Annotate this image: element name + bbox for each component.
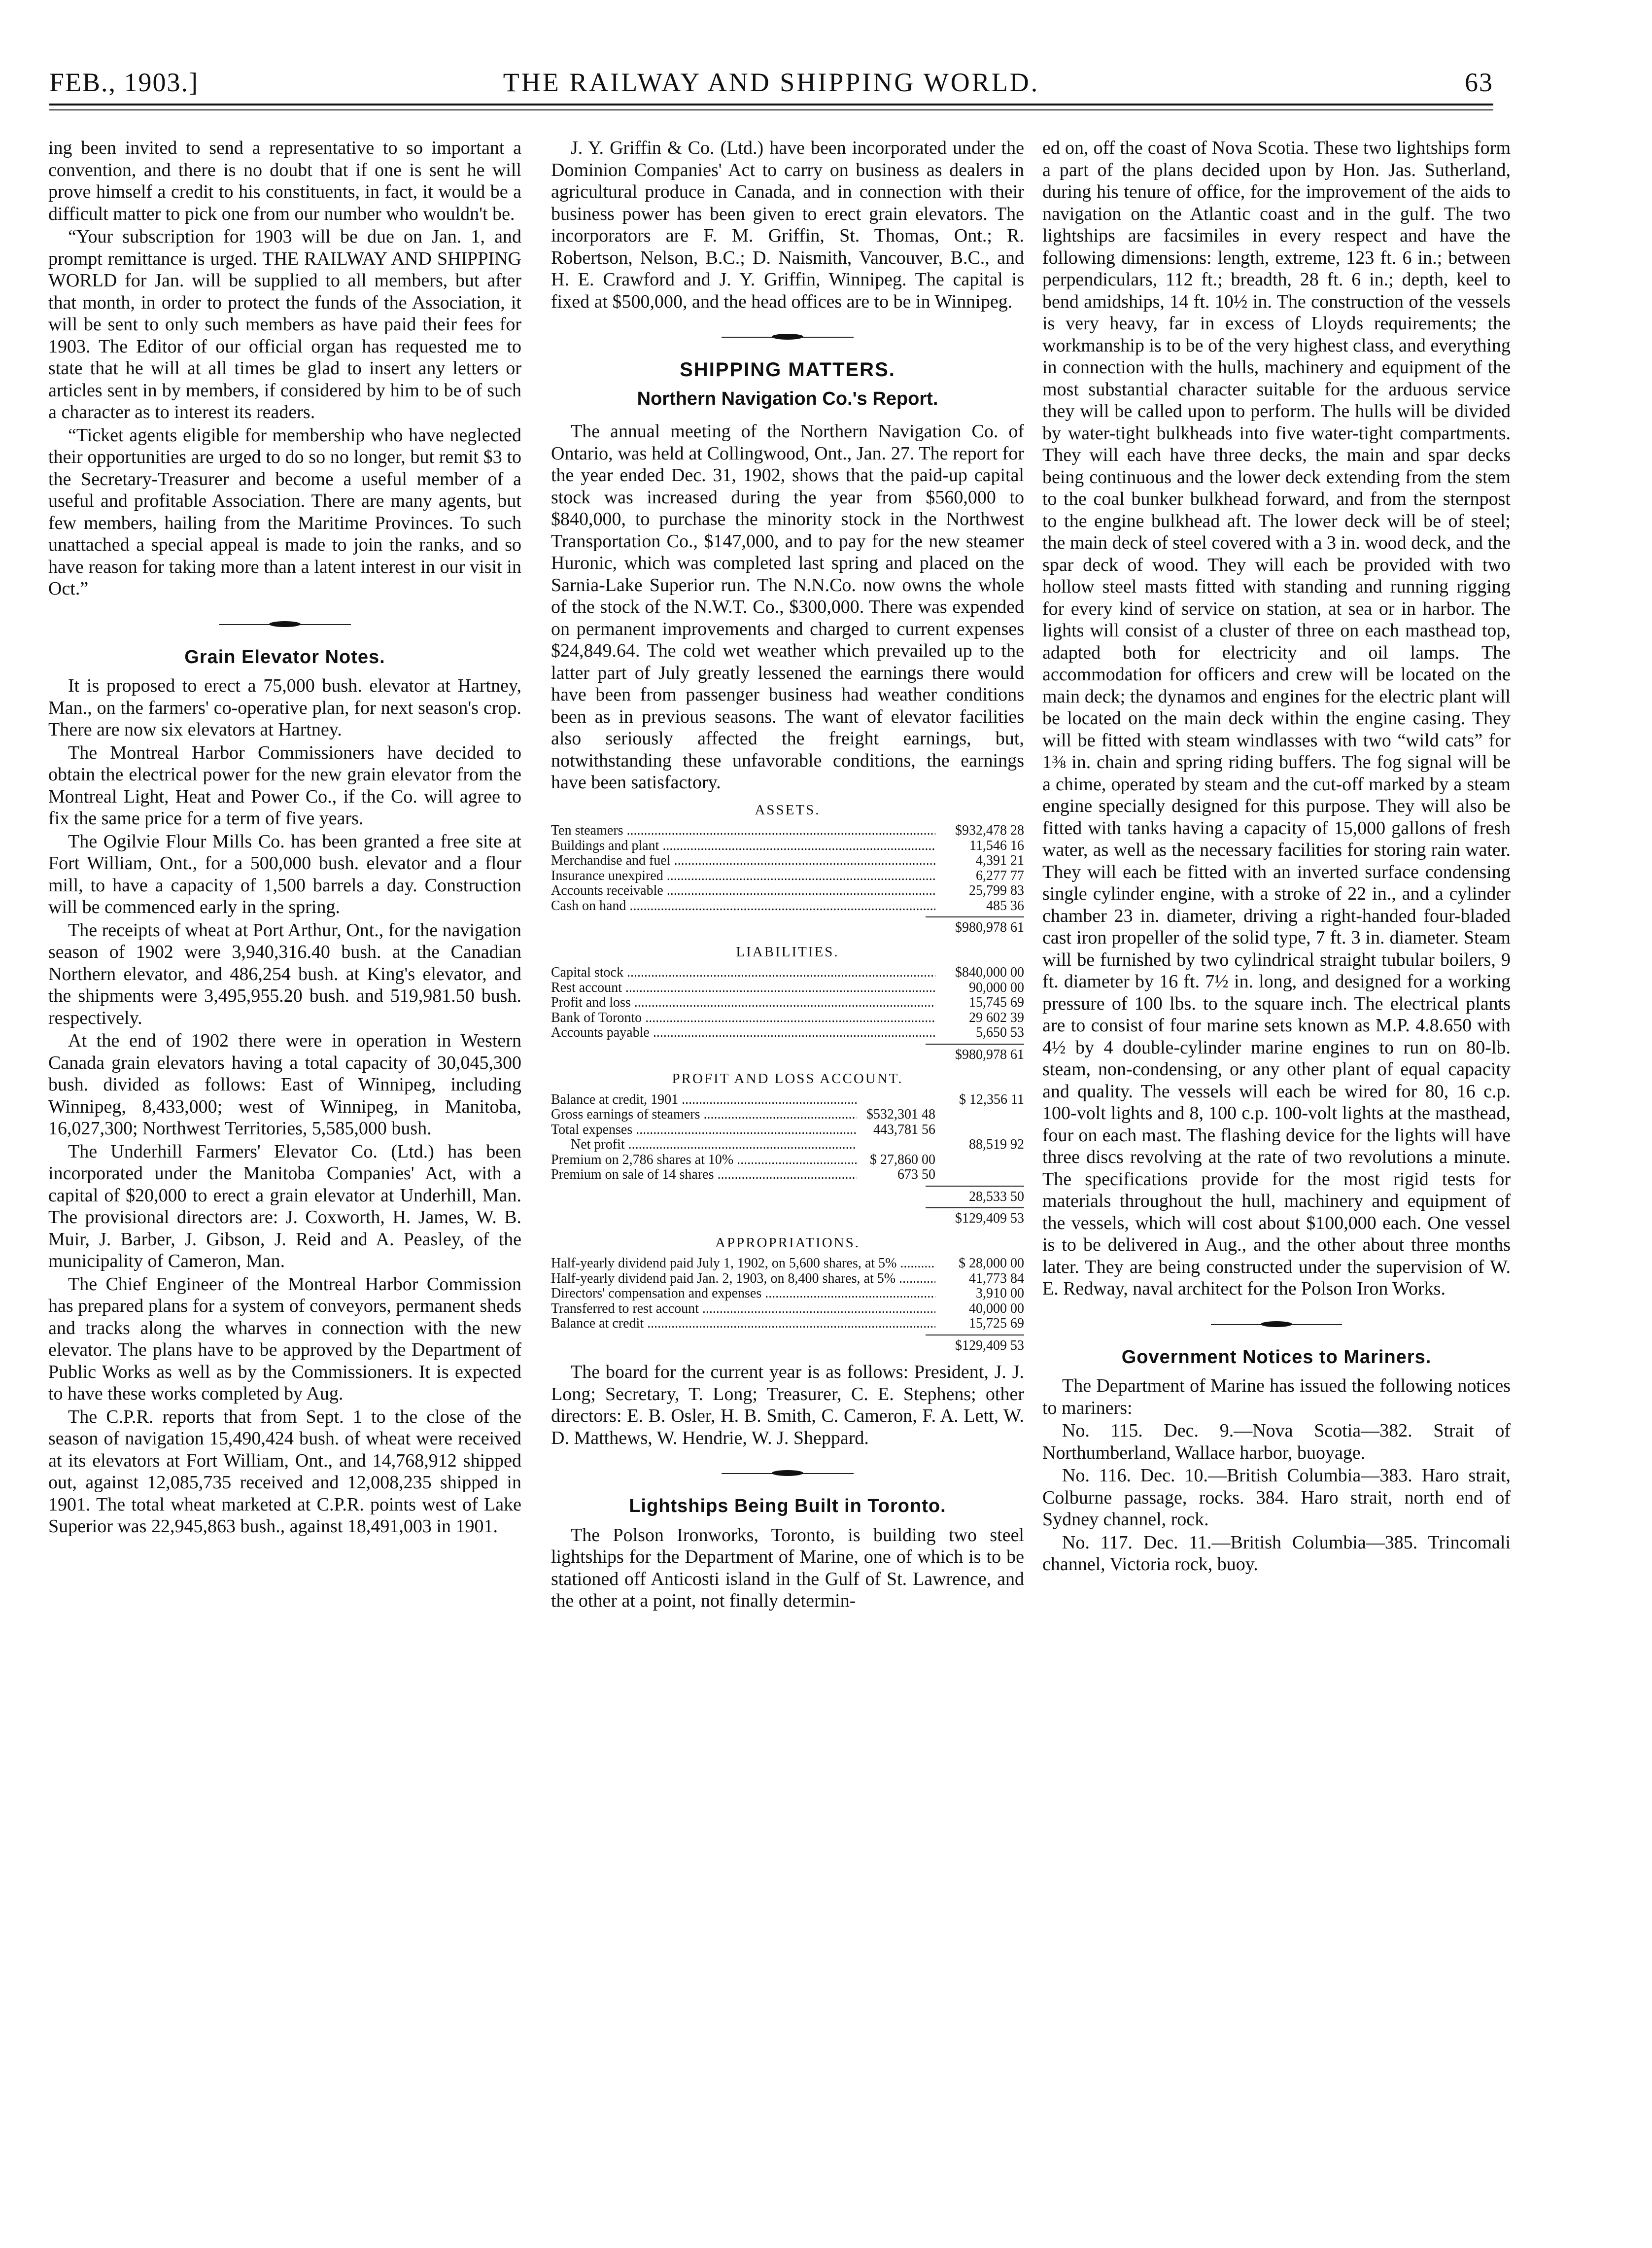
page-number: 63 — [1465, 68, 1493, 97]
appropriations-row: Half-yearly dividend paid Jan. 2, 1903, on 8,400 shares, at 5% ..... 41,773 84 — [551, 1271, 1024, 1287]
header-rule-thin — [49, 109, 1493, 110]
notices-intro: The Department of Marine has issued the following notices to mariners: — [1042, 1375, 1511, 1418]
notices-heading: Government Notices to Mariners. — [1121, 1346, 1432, 1368]
section-ornament — [551, 326, 1024, 348]
column-1 — [48, 137, 521, 1539]
grain-note: The receipts of wheat at Port Arthur, Ont., for the navigation season of 1902 were 3,940,316.40 bush. at the Canadian Northern elevator, and 486,254 bush. at King's elevator, and the shipments were 3,495,955.20 bush. and 519,981.50 bush. respectively. — [48, 919, 521, 1028]
grain-note: The Montreal Harbor Commissioners have decided to obtain the electrical power for the new grain elevator from the Montreal Light, Heat and Power Co., if the Co. will agree to fix the same price for a term of five years. — [48, 742, 521, 829]
liabilities-row: Capital stock ..... $840,000 00 — [551, 965, 1024, 981]
lightships-paragraph: The Polson Ironworks, Toronto, is building two steel lightships for the Department of Marine, one of which is to be stationed off Anticosti island in the Gulf of St. Lawrence, and the other at a point, not finally determin- — [551, 1524, 1024, 1611]
assets-row: Cash on hand ..... 485 36 — [551, 899, 1024, 914]
convention-paragraph: ing been invited to send a representative to so important a convention, and there is no doubt that if one is sent he will prove himself a credit to his constituents, in fact, it would be a difficult matter to pick one from our number who wouldn't be. — [48, 138, 521, 224]
appropriations-heading: APPROPRIATIONS. — [715, 1234, 860, 1251]
profit-loss-row: Net profit ..... 88,519 92 — [551, 1137, 1024, 1153]
board-paragraph: The board for the current year is as follows: President, J. J. Long; Secretary, T. Long; Treasurer, C. E. Stephens; other directors: E. B. Osler, H. B. Smith, C. Cameron, F. A. Lett, W. D. Matthews, W. Hendrie, W. J. Sheppard. — [551, 1362, 1024, 1448]
profit-loss-total: $129,409 53 — [551, 1207, 1024, 1227]
notice-item: No. 116. Dec. 10.—British Columbia—383. Haro strait, Colburne passage, rocks. 384. Haro strait, north end of Sydney channel, rock. — [1042, 1465, 1511, 1530]
appropriations-row: Directors' compensation and expenses ..... 3,910 00 — [551, 1286, 1024, 1301]
profit-loss-heading: PROFIT AND LOSS ACCOUNT. — [672, 1071, 903, 1087]
section-ornament — [551, 1463, 1024, 1484]
appropriations-row: Half-yearly dividend paid July 1, 1902, on 5,600 shares, at 5% ..... $ 28,000 00 — [551, 1256, 1024, 1271]
subscription-paragraph: “Your subscription for 1903 will be due on Jan. 1, and prompt remittance is urged. THE RAILWAY AND SHIPPING WORLD for Jan. will be supplied to all members, but after that month, in order to protect the funds of the Association, it will be sent to only such members as have paid their fees for 1903. The Editor of our official organ has requested me to state that he will at all times be glad to insert any letters or articles sent in by members, if considered by him to be of such a character as to interest its readers. — [48, 226, 521, 422]
liabilities-total: $980,978 61 — [551, 1044, 1024, 1063]
liabilities-heading: LIABILITIES. — [736, 944, 839, 960]
liabilities-row: Accounts payable ..... 5,650 53 — [551, 1025, 1024, 1041]
lightships-heading: Lightships Being Built in Toronto. — [629, 1496, 946, 1516]
profit-loss-row: Gross earnings of steamers ..... $532,301 48 — [551, 1107, 1024, 1123]
assets-row: Merchandise and fuel ..... 4,391 21 — [551, 853, 1024, 869]
lightships-continued-paragraph: ed on, off the coast of Nova Scotia. These two lightships form a part of the plans decided upon by Hon. Jas. Sutherland, during his tenure of office, for the improvement of the aids to navigation on the Atlantic coast and in the gulf. The two lightships are facsimiles in every respect and have the following dimensions: length, extreme, 123 ft. 6 in.; between perpendiculars, 112 ft.; breadth, 28 ft. 6 in.; depth, keel to bend amidships, 14 ft. 10½ in. The construction of the vessels is very heavy, far in excess of Lloyds requirements; the workmanship is to be of the very highest class, and everything in connection with the hulls, machinery and equipment of the most substantial character suitable for the arduous service they will be called upon to perform. The hulls will be divided by water-tight bulkheads into five water-tight compartments. They will each have three decks, the main and spar decks being continuous and the lower deck extending from the stem to the coal bunker bulkhead forward, and from the sternpost to the engine bulkhead aft. The lower deck will be of steel; the main deck of steel covered with a 3 in. wood deck, and the spar deck of wood. They will each be provided with two hollow steel masts fitted with standing and running rigging for every kind of service on station, at sea or in harbor. The lights will consist of a cluster of three on each masthead top, adapted both for electricity and oil lamps. The accommodation for officers and crew will be located on the main deck; the dynamos and engines for the electric plant will be located on the main deck within the engine casing. They will be fitted with steam windlasses with two “wild cats” for 1⅜ in. chain and spring riding buffers. The fog signal will be a chime, operated by steam and the cut-off marked by a steam engine specially designed for this purpose. They will also be fitted with tanks having a capacity of 15,000 gallons of fresh water, as well as the necessary facilities for storing rain water. They will each be fitted with an inverted surface condensing single cylinder engine, with a stroke of 22 in., and a cylinder chamber 23 in. diameter, driving a right-handed four-bladed cast iron propeller of the solid type, 7 ft. 3 in. diameter. Steam will be furnished by two cylindrical straight tubular boilers, 9 ft. diameter by 16 ft. 7½ in. long, and designed for a working pressure of 100 lbs. to the square inch. The electrical plants are to consist of four marine sets known as M.P. 4.8.650 with 4½ by 4 double-cylinder marine engines to run on 80-lb. steam, non-condensing, or any other plant of equal capacity and quality. The vessels will each be wired for 80, 16 c.p. 100-volt lights and 8, 100 c.p. 100-volt lights at the masthead, four on each mast. The flashing device for the lights will have three discs revolving at the rate of two revolutions a minute. The specifications provide for the most rigid tests for materials throughout the hull, machinery and equipment of the vessels, which will cost about $100,000 each. One vessel is to be delivered in Aug., and the other about three months later. They are being constructed under the supervision of W. E. Redway, naval architect for the Polson Iron Works. — [1042, 138, 1511, 1299]
grain-note: The Chief Engineer of the Montreal Harbor Commission has prepared plans for a system of conveyors, permanent sheds and tracks along the wharves in connection with the new elevator. The plans have to be approved by the Department of Public Works as well as by the Commissioners. It is expected to have these works completed by Aug. — [48, 1273, 521, 1404]
profit-loss-row: Premium on sale of 14 shares ..... 673 50 — [551, 1167, 1024, 1183]
profit-loss-row: Balance at credit, 1901 ..... $ 12,356 11 — [551, 1092, 1024, 1108]
page-header — [49, 58, 1493, 112]
grain-note: The Ogilvie Flour Mills Co. has been granted a free site at Fort William, Ont., for a 500,000 bush. elevator and a flour mill, to have a capacity of 1,500 barrels a day. Construction will be commenced early in the spring. — [48, 831, 521, 917]
column-2 — [551, 137, 1024, 1613]
issue-date: FEB., 1903.] — [49, 68, 199, 97]
premium-total: 28,533 50 — [551, 1186, 1024, 1205]
publication-title: THE RAILWAY AND SHIPPING WORLD. — [503, 68, 1040, 97]
liabilities-row: Rest account ..... 90,000 00 — [551, 981, 1024, 996]
assets-row: Ten steamers ..... $932,478 28 — [551, 823, 1024, 839]
liabilities-row: Bank of Toronto ..... 29 602 39 — [551, 1011, 1024, 1026]
notice-item: No. 117. Dec. 11.—British Columbia—385. Trincomali channel, Victoria rock, buoy. — [1042, 1532, 1511, 1575]
appropriations-total: $129,409 53 — [551, 1335, 1024, 1354]
notice-item: No. 115. Dec. 9.—Nova Scotia—382. Strait of Northumberland, Wallace harbor, buoyage. — [1042, 1420, 1511, 1463]
grain-note: It is proposed to erect a 75,000 bush. elevator at Hartney, Man., on the farmers' co-operative plan, for next season's crop. There are now six elevators at Hartney. — [48, 675, 521, 740]
header-rule-thick — [49, 104, 1493, 105]
report-paragraph: The annual meeting of the Northern Navigation Co. of Ontario, was held at Collingwood, Ont., Jan. 27. The report for the year ended Dec. 31, 1902, shows that the paid-up capital stock was increased during the year from $560,000 to $840,000, to purchase the minority stock in the Northwest Transportation Co., $147,000, and to pay for the new steamer Huronic, which was completed last spring and placed on the Sarnia-Lake Superior run. The N.N.Co. now owns the whole of the stock of the N.W.T. Co., $300,000. There was expended on permanent improvements and charged to current expenses $24,849.64. The cold wet weather which prevailed up to the latter part of July greatly lessened the earnings there would have been from passenger business had weather conditions been as in previous seasons. The want of elevator facilities also seriously affected the freight earnings, but, notwithstanding these unfavorable conditions, the earnings have been satisfactory. — [551, 421, 1024, 793]
assets-heading: ASSETS. — [755, 802, 821, 818]
assets-total: $980,978 61 — [551, 916, 1024, 936]
assets-row: Insurance unexpired ..... 6,277 77 — [551, 869, 1024, 884]
profit-loss-row: Premium on 2,786 shares at 10% ..... $ 27,860 00 — [551, 1153, 1024, 1168]
assets-row: Buildings and plant ..... 11,546 16 — [551, 839, 1024, 854]
assets-row: Accounts receivable ..... 25,799 83 — [551, 883, 1024, 899]
grain-elevator-heading: Grain Elevator Notes. — [184, 646, 385, 667]
grain-note: The Underhill Farmers' Elevator Co. (Ltd.) has been incorporated under the Manitoba Companies' Act, with a capital of $20,000 to erect a grain elevator at Underhill, Man. The provisional directors are: J. Coxworth, H. James, W. B. Muir, J. Barber, J. Gibson, J. Reid and A. Peasley, of the municipality of Cameron, Man. — [48, 1141, 521, 1271]
liabilities-row: Profit and loss ..... 15,745 69 — [551, 995, 1024, 1011]
appropriations-row: Balance at credit ..... 15,725 69 — [551, 1316, 1024, 1332]
profit-loss-row: Total expenses ..... 443,781 56 — [551, 1123, 1024, 1138]
grain-note: At the end of 1902 there were in operation in Western Canada grain elevators having a total capacity of 30,045,300 bush. divided as follows: East of Winnipeg, including Winnipeg, 8,433,000; west of Winnipeg, in Manitoba, 16,027,300; Northwest Territories, 5,585,000 bush. — [48, 1030, 521, 1139]
report-heading: Northern Navigation Co.'s Report. — [637, 388, 938, 409]
section-ornament — [48, 614, 521, 635]
shipping-matters-heading: SHIPPING MATTERS. — [680, 359, 895, 381]
financial-statement — [551, 803, 1024, 1354]
ticket-agents-paragraph: “Ticket agents eligible for membership who have neglected their opportunities are urged to do so no longer, but remit $3 to the Secretary-Treasurer and become a useful member of a useful and profitable Association. There are many agents, but few members, hailing from the Maritime Provinces. To such unattached a special appeal is made to join the ranks, and so have reason for taking more than a latent interest in our visit in Oct.” — [48, 424, 521, 599]
appropriations-row: Transferred to rest account ..... 40,000 00 — [551, 1301, 1024, 1317]
column-3 — [1042, 137, 1511, 1577]
section-ornament — [1042, 1314, 1511, 1335]
grain-note: The C.P.R. reports that from Sept. 1 to the close of the season of navigation 15,490,424 bush. of wheat were received at its elevators at Fort William, Ont., and 14,768,912 shipped out, against 12,085,735 received and 12,008,235 shipped in 1901. The total wheat marketed at C.P.R. points west of Lake Superior was 22,945,863 bush., against 18,491,003 in 1901. — [48, 1406, 521, 1537]
griffin-paragraph: J. Y. Griffin & Co. (Ltd.) have been incorporated under the Dominion Companies' Act to carry on business as dealers in agricultural produce in Canada, and in connection with their business power has been given to erect grain elevators. The incorporators are F. M. Griffin, St. Thomas, Ont.; R. Robertson, Nelson, B.C.; D. Naismith, Vancouver, B.C., and H. E. Crawford and J. Y. Griffin, Winnipeg. The capital is fixed at $500,000, and the head offices are to be in Winnipeg. — [551, 138, 1024, 312]
